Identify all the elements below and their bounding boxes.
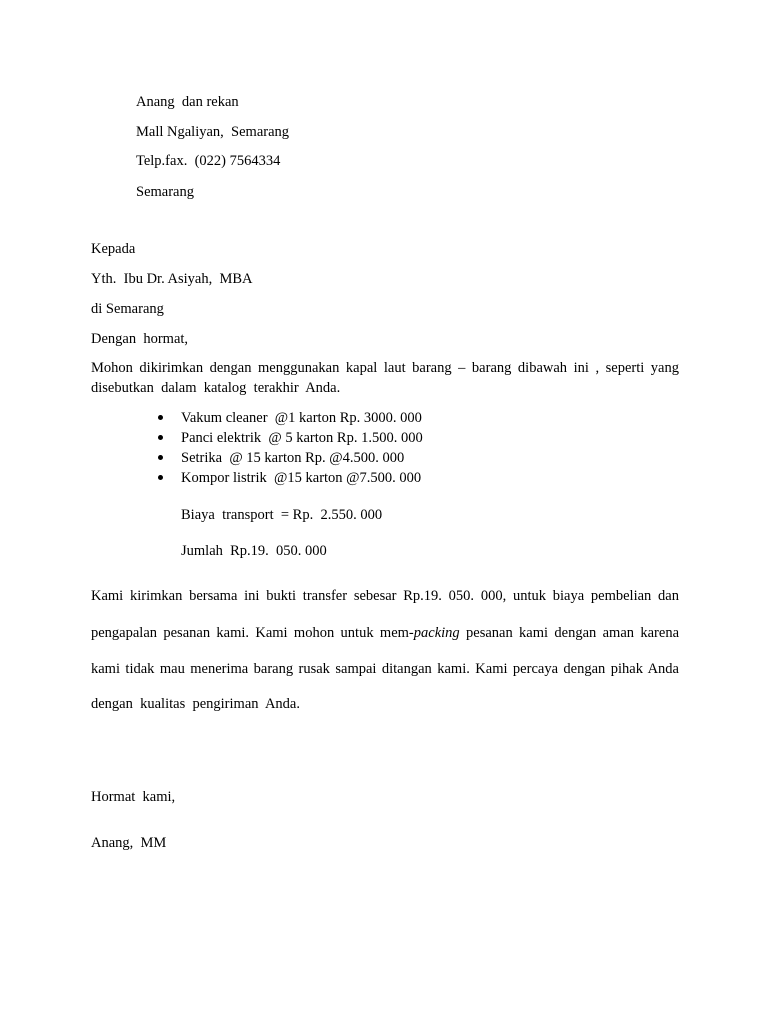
recipient-location: di Semarang bbox=[91, 301, 164, 317]
sender-city: Semarang bbox=[136, 184, 194, 200]
salutation: Dengan hormat, bbox=[91, 331, 189, 347]
bullet-icon bbox=[158, 435, 163, 440]
body-line-1: Kami kirimkan bersama ini bukti transfer sebesar Rp.19. 050. 000, untuk biaya pembelian dan bbox=[91, 588, 679, 604]
list-item-text: Kompor listrik @15 karton @7.500. 000 bbox=[181, 470, 422, 486]
body-line-2 bbox=[91, 624, 679, 642]
bullet-icon bbox=[158, 455, 163, 460]
bullet-icon bbox=[158, 475, 163, 480]
sender-name: Anang dan rekan bbox=[136, 94, 239, 110]
sender-address: Mall Ngaliyan, Semarang bbox=[136, 124, 290, 140]
body-line-2-italic: packing bbox=[413, 625, 460, 641]
list-item-text: Vakum cleaner @1 karton Rp. 3000. 000 bbox=[181, 410, 422, 426]
recipient-label: Kepada bbox=[91, 241, 136, 257]
body-line-4: dengan kualitas pengiriman Anda. bbox=[91, 696, 300, 712]
intro-line-1: Mohon dikirimkan dengan menggunakan kapal laut barang – barang dibawah ini , seperti yang bbox=[91, 360, 679, 376]
total-amount: Jumlah Rp.19. 050. 000 bbox=[181, 543, 327, 559]
transport-cost: Biaya transport = Rp. 2.550. 000 bbox=[181, 507, 383, 523]
list-item-text: Setrika @ 15 karton Rp. @4.500. 000 bbox=[181, 450, 405, 466]
sender-phone: Telp.fax. (022) 7564334 bbox=[136, 153, 281, 169]
body-line-3: kami tidak mau menerima barang rusak sampai ditangan kami. Kami percaya dengan pihak Anda bbox=[91, 661, 679, 677]
signature: Anang, MM bbox=[91, 835, 167, 851]
body-line-2-start: pengapalan pesanan kami. Kami mohon untuk mem- bbox=[91, 625, 414, 641]
intro-line-2: disebutkan dalam katalog terakhir Anda. bbox=[91, 380, 341, 396]
closing: Hormat kami, bbox=[91, 789, 176, 805]
bullet-icon bbox=[158, 415, 163, 420]
list-item-text: Panci elektrik @ 5 karton Rp. 1.500. 000 bbox=[181, 430, 423, 446]
recipient-name: Yth. Ibu Dr. Asiyah, MBA bbox=[91, 271, 253, 287]
body-line-2-end: pesanan kami dengan aman karena bbox=[459, 625, 679, 641]
